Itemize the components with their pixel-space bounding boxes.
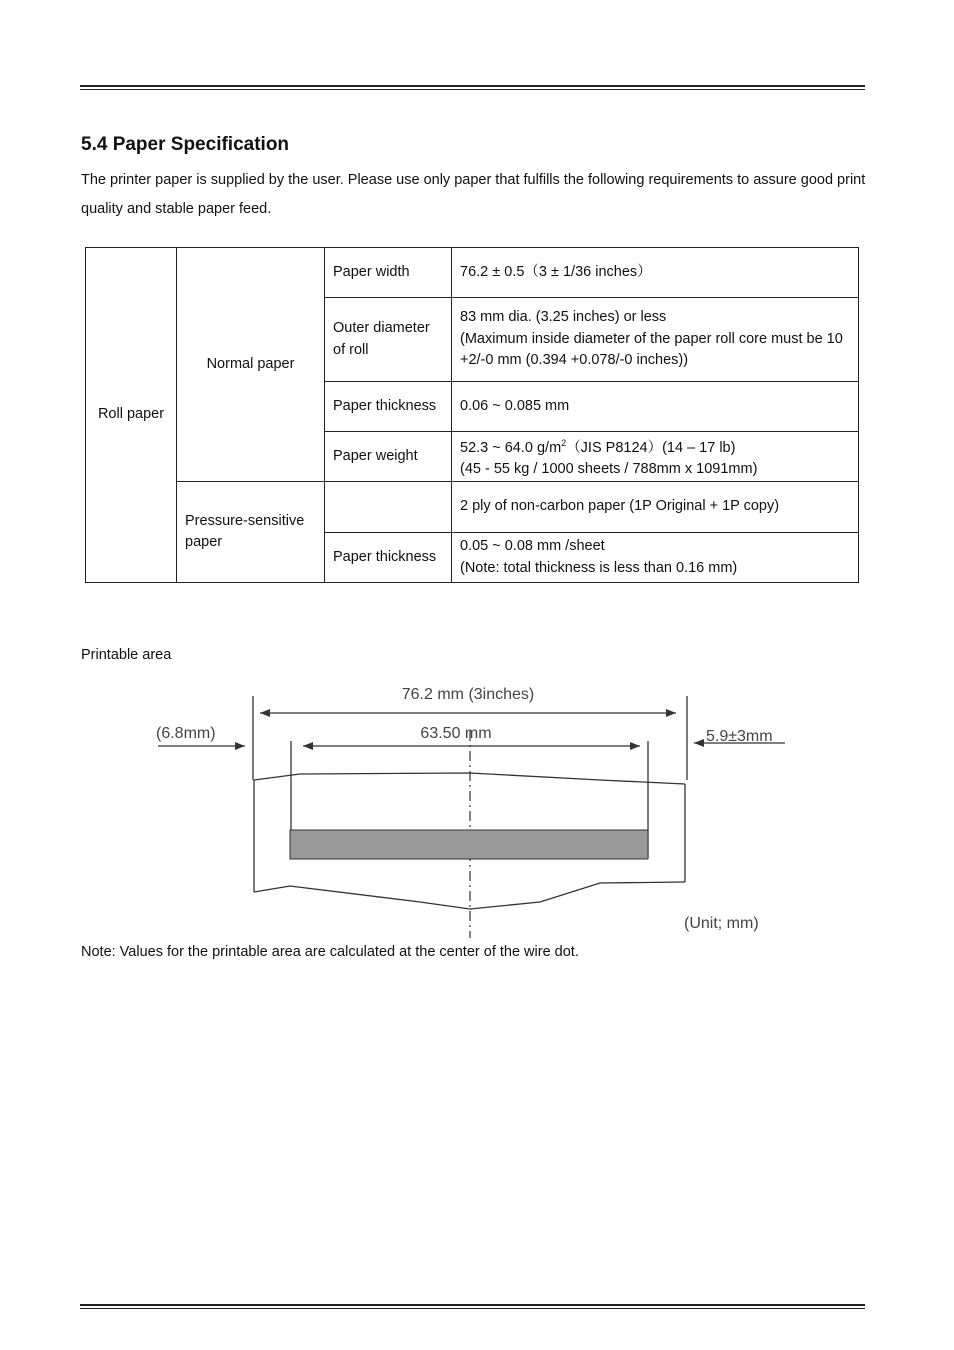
spec-name: Outer diameter of roll [325,298,452,382]
total-width-label: 76.2 mm (3inches) [401,686,535,703]
print-area-bar [290,830,648,859]
spec-value: 2 ply of non-carbon paper (1P Original + 1P copy) [452,482,859,533]
header-rule [80,85,865,90]
spec-value-part: 52.3 ~ 64.0 g/m [460,439,562,456]
paper-spec-table [85,247,859,583]
spec-value-line: 83 mm dia. (3.25 inches) or less [460,309,667,326]
section-title: 5.4 Paper Specification [81,134,290,155]
arrowhead-right-icon [235,742,245,750]
table-row [86,248,859,298]
spec-value-line: 0.05 ~ 0.08 mm /sheet [460,538,605,554]
spec-name: Paper thickness [325,382,452,432]
normal-paper-cell: Normal paper [177,248,325,482]
footer-rule [80,1304,865,1309]
arrowhead-right-icon [630,742,640,750]
spec-value [452,432,859,482]
printable-area-diagram [140,676,800,940]
spec-name: Paper thickness [325,533,452,583]
unit-label: (Unit; mm) [684,915,759,932]
spec-name [325,482,452,533]
table-row [86,482,859,533]
right-margin-label: 5.9±3mm [706,728,773,745]
spec-value-line [460,433,850,459]
spec-value: 76.2 ± 0.5（3 ± 1/36 inches） [452,248,859,298]
superscript: 2 [561,437,567,448]
pressure-paper-cell: Pressure-sensitive paper [177,482,325,583]
roll-paper-cell: Roll paper [86,248,177,583]
print-width-label: 63.50 mm [420,725,492,742]
note-text: Note: Values for the printable area are calculated at the center of the wire dot. [81,944,579,960]
arrowhead-right-icon [666,709,676,717]
spec-name: Paper weight [325,432,452,482]
spec-value [452,298,859,382]
spec-value-line: (45 - 55 kg / 1000 sheets / 788mm x 1091mm) [460,460,758,477]
spec-value-line: (Note: total thickness is less than 0.16 mm) [460,559,738,576]
intro-paragraph: The printer paper is supplied by the user. Please use only paper that fulfills the following requirements to assure good print quality and stable paper feed. [81,172,866,217]
printable-area-label: Printable area [81,647,172,663]
spec-value [452,533,859,583]
spec-value-line: (Maximum inside diameter of the paper roll core must be 10 +2/-0 mm (0.394 +0.078/-0 inches)) [460,330,843,369]
arrowhead-left-icon [694,739,704,747]
left-margin-label: (6.8mm) [156,725,216,742]
spec-value: 0.06 ~ 0.085 mm [452,382,859,432]
spec-name: Paper width [325,248,452,298]
arrowhead-left-icon [260,709,270,717]
arrowhead-left-icon [303,742,313,750]
spec-value-part: （JIS P8124）(14 – 17 lb) [566,439,736,456]
